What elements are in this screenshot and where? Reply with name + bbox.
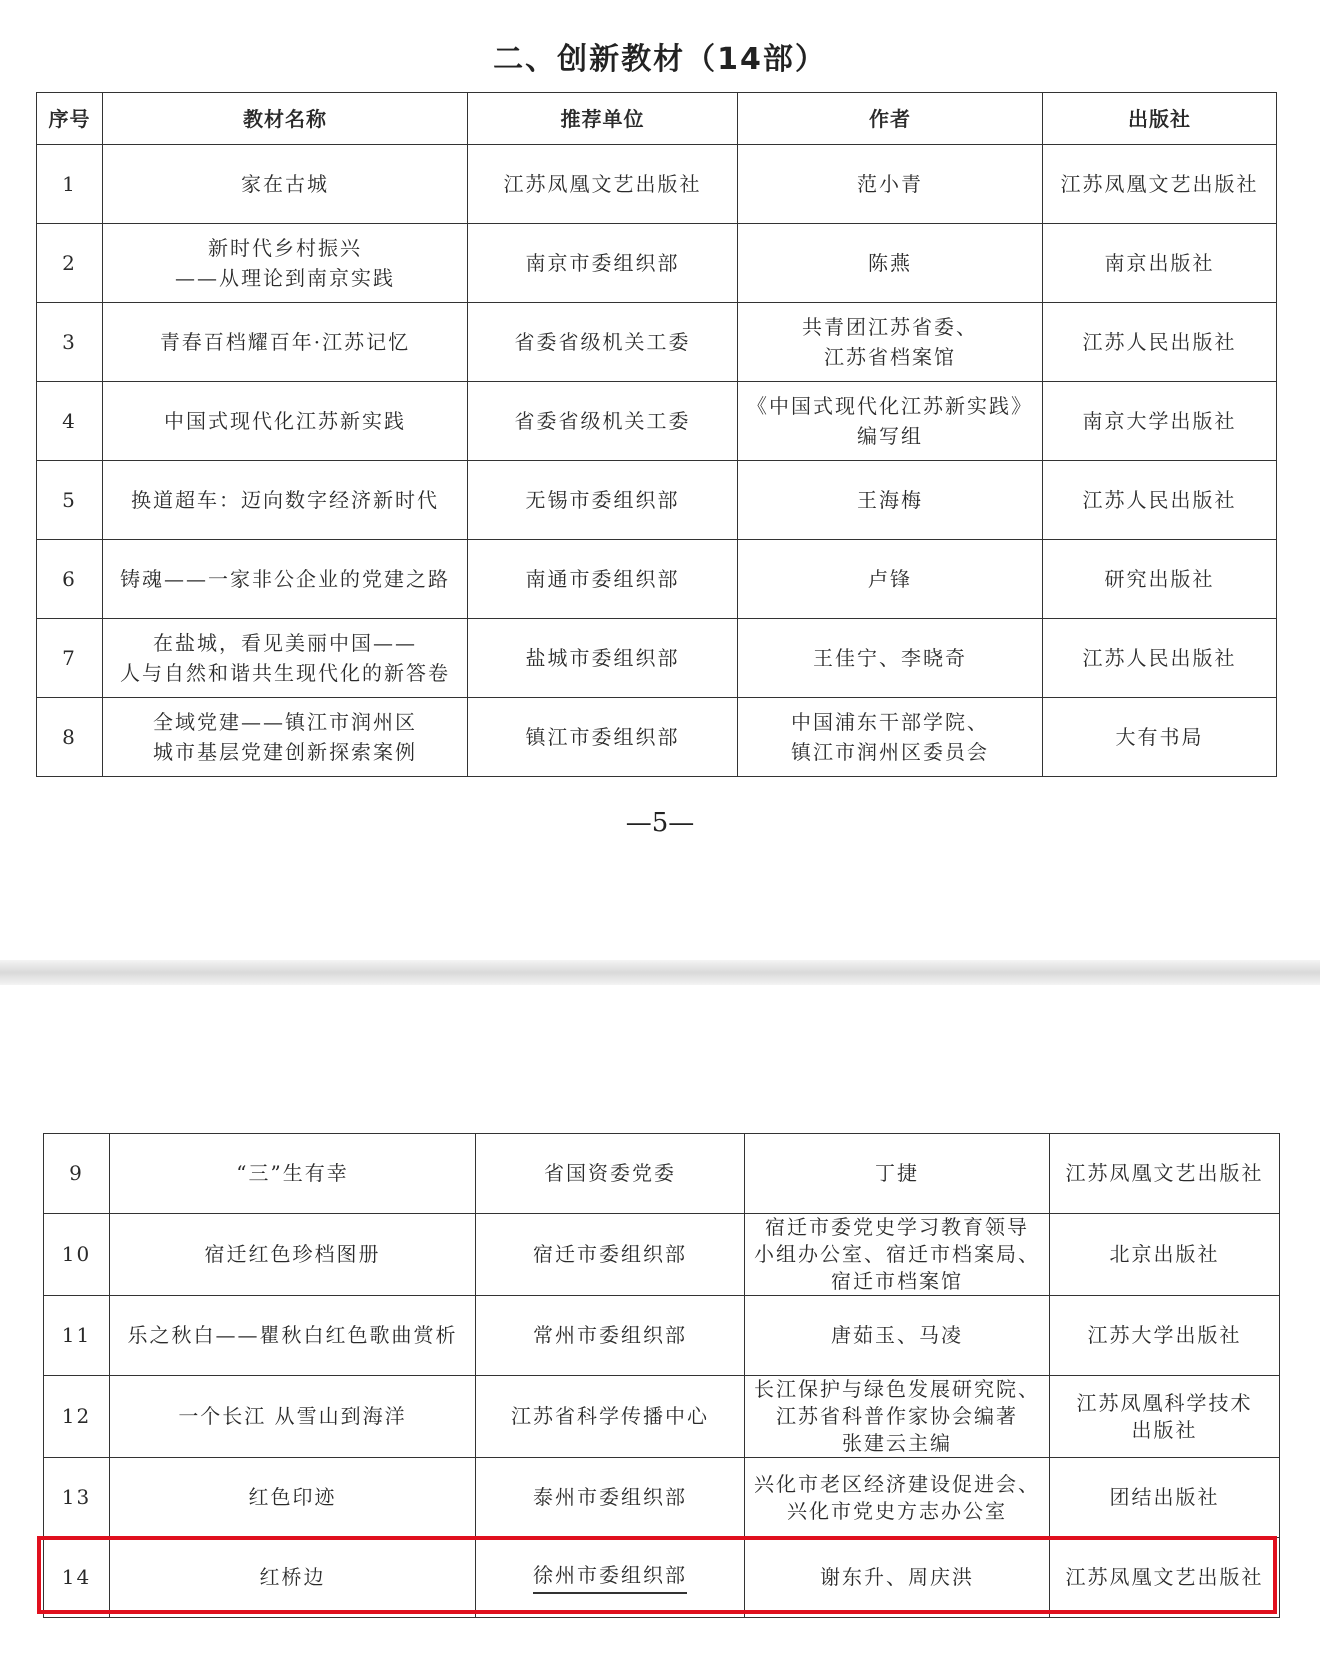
cell-name-line: 青春百档耀百年·江苏记忆: [159, 330, 411, 354]
cell-name-line: 一个长江 从雪山到海洋: [178, 1404, 407, 1428]
cell-author-line: 镇江市润州区委员会: [791, 740, 989, 764]
section-title: 二、创新教材（14部）: [493, 42, 827, 77]
textbook-table-part2: [43, 1133, 1280, 1618]
table-row: [44, 1458, 1280, 1538]
cell-author: [738, 224, 1043, 303]
cell-no: 1: [37, 145, 103, 224]
cell-no: 10: [44, 1214, 110, 1296]
cell-publisher-line: 江苏人民出版社: [1082, 488, 1237, 512]
cell-publisher: [1043, 540, 1277, 619]
cell-author-line: 共青团江苏省委、: [802, 315, 978, 339]
cell-author: [745, 1134, 1050, 1214]
table-row: [37, 461, 1277, 540]
table-row: [44, 1296, 1280, 1376]
cell-unit-line: [480, 1562, 740, 1594]
cell-unit-line: 南通市委组织部: [525, 567, 680, 591]
cell-author-line: 中国浦东干部学院、: [791, 710, 989, 734]
cell-name: [103, 540, 468, 619]
cell-name: [103, 698, 468, 777]
cell-publisher: [1050, 1214, 1280, 1296]
cell-author: [745, 1458, 1050, 1538]
table-row: [44, 1134, 1280, 1214]
cell-unit: [476, 1458, 745, 1538]
cell-publisher-line: 江苏人民出版社: [1082, 646, 1237, 670]
cell-author-line: 范小青: [857, 172, 923, 196]
cell-unit: [476, 1376, 745, 1458]
cell-author-line: 兴化市老区经济建设促进会、: [754, 1471, 1040, 1496]
cell-author: [745, 1538, 1050, 1618]
table-header-row: [37, 93, 1277, 145]
cell-publisher: [1050, 1134, 1280, 1214]
cell-unit-line: 省委省级机关工委: [514, 330, 691, 354]
cell-name: [103, 461, 468, 540]
table-row: [37, 698, 1277, 777]
cell-unit: [468, 619, 738, 698]
cell-name: [103, 145, 468, 224]
cell-publisher: [1050, 1296, 1280, 1376]
cell-author-line: 江苏省档案馆: [824, 345, 956, 369]
cell-publisher: [1043, 145, 1277, 224]
header-author: 作者: [738, 93, 1043, 145]
cell-name-line: ——从理论到南京实践: [175, 266, 395, 290]
cell-name-line: 红色印迹: [248, 1485, 337, 1509]
cell-author-line: 陈燕: [868, 251, 912, 275]
cell-publisher: [1043, 619, 1277, 698]
header-unit: 推荐单位: [468, 93, 738, 145]
header-name: 教材名称: [103, 93, 468, 145]
cell-author: [738, 619, 1043, 698]
cell-name: [110, 1458, 476, 1538]
cell-no: 14: [44, 1538, 110, 1618]
cell-unit-line: 省国资委党委: [544, 1161, 676, 1185]
table-row: [44, 1376, 1280, 1458]
cell-name-line: 在盐城，看见美丽中国——: [153, 631, 417, 655]
cell-author: [745, 1296, 1050, 1376]
cell-publisher-line: 出版社: [1131, 1417, 1198, 1442]
cell-name: [103, 303, 468, 382]
cell-publisher-line: 江苏凤凰科学技术: [1076, 1390, 1253, 1415]
cell-author: [738, 145, 1043, 224]
cell-publisher-line: 研究出版社: [1104, 567, 1215, 591]
table-row: [44, 1214, 1280, 1296]
cell-author-line: 兴化市党史方志办公室: [787, 1498, 1007, 1523]
cell-author-line: 王海梅: [857, 488, 923, 512]
cell-publisher-line: 江苏人民出版社: [1082, 330, 1237, 354]
cell-name: [110, 1214, 476, 1296]
cell-name-line: “三”生有幸: [236, 1161, 349, 1185]
cell-name-line: 人与自然和谐共生现代化的新答卷: [120, 661, 450, 685]
page-number: —5—: [625, 808, 695, 838]
cell-unit: [468, 540, 738, 619]
cell-publisher: [1043, 698, 1277, 777]
cell-unit: [468, 224, 738, 303]
table-row: [44, 1538, 1280, 1618]
cell-author: [738, 382, 1043, 461]
cell-no: 11: [44, 1296, 110, 1376]
cell-no: 9: [44, 1134, 110, 1214]
cell-publisher-line: 江苏凤凰文艺出版社: [1065, 1565, 1264, 1589]
cell-unit-line: 省委省级机关工委: [514, 409, 691, 433]
cell-no: 4: [37, 382, 103, 461]
cell-publisher-line: 团结出版社: [1109, 1485, 1220, 1509]
cell-author-line: 编写组: [857, 424, 923, 448]
cell-unit-line: 盐城市委组织部: [525, 646, 680, 670]
cell-publisher-line: 江苏大学出版社: [1087, 1323, 1242, 1347]
page-6: [0, 985, 1320, 1677]
cell-author-line: 丁捷: [875, 1161, 919, 1185]
cell-author: [745, 1376, 1050, 1458]
cell-publisher: [1043, 303, 1277, 382]
cell-author: [738, 303, 1043, 382]
cell-publisher-line: 南京大学出版社: [1082, 409, 1237, 433]
table-row: [37, 382, 1277, 461]
table-body: [44, 1134, 1280, 1618]
textbook-table-part1: [36, 92, 1277, 777]
cell-publisher: [1050, 1458, 1280, 1538]
cell-unit: [476, 1538, 745, 1618]
cell-unit: [468, 461, 738, 540]
header-publisher: 出版社: [1043, 93, 1277, 145]
cell-unit-line: 江苏凤凰文艺出版社: [503, 172, 702, 196]
cell-name: [110, 1134, 476, 1214]
table-row: [37, 303, 1277, 382]
cell-no: 3: [37, 303, 103, 382]
cell-no: 5: [37, 461, 103, 540]
cell-no: 7: [37, 619, 103, 698]
cell-unit: [476, 1214, 745, 1296]
cell-unit-line: 江苏省科学传播中心: [511, 1404, 709, 1428]
cell-name-line: 全域党建——镇江市润州区: [153, 710, 417, 734]
cell-unit: [468, 145, 738, 224]
cell-name: [103, 224, 468, 303]
cell-unit-line: 泰州市委组织部: [533, 1485, 687, 1509]
cell-name: [110, 1538, 476, 1618]
cell-author-line: 宿迁市委党史学习教育领导: [765, 1215, 1029, 1239]
cell-name-line: 乐之秋白——瞿秋白红色歌曲赏析: [127, 1323, 458, 1347]
cell-author-line: 《中国式现代化江苏新实践》: [747, 394, 1033, 418]
cell-publisher: [1043, 224, 1277, 303]
cell-no: 2: [37, 224, 103, 303]
cell-author: [738, 698, 1043, 777]
cell-author-line: 唐茹玉、马凌: [831, 1323, 963, 1347]
cell-author: [745, 1214, 1050, 1296]
cell-name-line: 家在古城: [241, 172, 329, 196]
cell-author-line: 小组办公室、宿迁市档案局、: [754, 1242, 1040, 1266]
cell-author: [738, 461, 1043, 540]
cell-name-line: 中国式现代化江苏新实践: [164, 409, 406, 433]
cell-name-line: 城市基层党建创新探索案例: [153, 740, 417, 764]
cell-unit-line: 常州市委组织部: [533, 1323, 687, 1347]
cell-author-line: 宿迁市档案馆: [831, 1269, 963, 1293]
cell-no: 6: [37, 540, 103, 619]
cell-publisher: [1043, 382, 1277, 461]
cell-unit: [468, 382, 738, 461]
table-row: [37, 224, 1277, 303]
cell-unit-line: 镇江市委组织部: [525, 725, 680, 749]
cell-no: 8: [37, 698, 103, 777]
cell-publisher: [1050, 1376, 1280, 1458]
cell-author-line: 王佳宁、李晓奇: [813, 646, 967, 670]
cell-publisher-line: 大有书局: [1115, 725, 1204, 749]
cell-name: [110, 1296, 476, 1376]
cell-author-line: 江苏省科普作家协会编著: [776, 1404, 1018, 1428]
cell-no: 12: [44, 1376, 110, 1458]
cell-author: [738, 540, 1043, 619]
cell-name: [103, 619, 468, 698]
table-body: [37, 145, 1277, 777]
cell-name-line: 宿迁红色珍档图册: [204, 1242, 381, 1266]
cell-publisher: [1043, 461, 1277, 540]
table-row: [37, 540, 1277, 619]
cell-author-line: 长江保护与绿色发展研究院、: [754, 1377, 1040, 1401]
cell-publisher-line: 江苏凤凰文艺出版社: [1065, 1161, 1264, 1185]
cell-publisher-line: 南京出版社: [1104, 251, 1215, 275]
cell-unit-line: 无锡市委组织部: [525, 488, 680, 512]
cell-unit: [476, 1134, 745, 1214]
cell-unit: [468, 303, 738, 382]
cell-name: [110, 1376, 476, 1458]
cell-publisher-line: 江苏凤凰文艺出版社: [1060, 172, 1259, 196]
cell-publisher-line: 北京出版社: [1109, 1242, 1220, 1266]
cell-name: [103, 382, 468, 461]
cell-publisher: [1050, 1538, 1280, 1618]
cell-unit-line: 宿迁市委组织部: [533, 1242, 687, 1266]
cell-name-line: 铸魂——一家非公企业的党建之路: [120, 567, 450, 591]
table-row: [37, 145, 1277, 224]
cell-author-line: 谢东升、周庆洪: [820, 1565, 974, 1589]
header-no: 序号: [37, 93, 103, 145]
cell-name-line: 新时代乡村振兴: [208, 236, 362, 260]
cell-unit: [468, 698, 738, 777]
cell-unit-line: 南京市委组织部: [525, 251, 680, 275]
cell-author-line: 张建云主编: [842, 1431, 952, 1455]
page-gap: [0, 960, 1320, 985]
cell-unit: [476, 1296, 745, 1376]
cell-name-line: 红桥边: [259, 1565, 326, 1589]
cell-no: 13: [44, 1458, 110, 1538]
cell-name-line: 换道超车：迈向数字经济新时代: [131, 488, 439, 512]
underlined-unit: 徐州市委组织部: [533, 1562, 687, 1594]
cell-author-line: 卢锋: [868, 567, 912, 591]
table-row: [37, 619, 1277, 698]
